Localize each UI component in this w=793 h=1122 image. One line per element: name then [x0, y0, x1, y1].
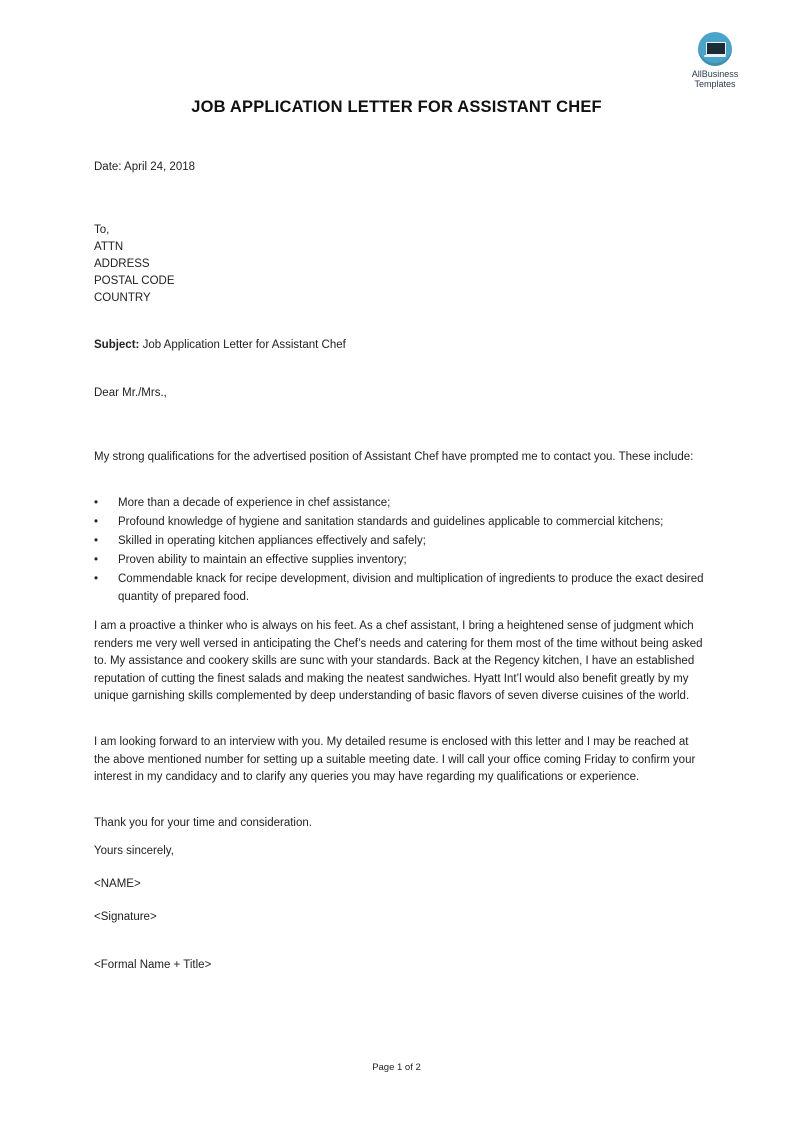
letter-date: Date: April 24, 2018: [94, 161, 196, 173]
salutation: Dear Mr./Mrs.,: [94, 387, 167, 399]
page-number: Page 1 of 2: [372, 1062, 421, 1073]
signature-placeholder: <Signature>: [94, 911, 157, 923]
list-item: [94, 532, 714, 550]
intro-paragraph: My strong qualifications for the advertised position of Assistant Chef have prompted me to contact you. These include:: [94, 451, 694, 463]
thanks-line: Thank you for your time and consideration.: [94, 817, 312, 829]
bullet-icon: •: [94, 573, 99, 585]
bullet-icon: •: [94, 554, 99, 566]
subject-text: Job Application Letter for Assistant Chef: [139, 339, 346, 351]
list-item: [94, 570, 714, 606]
list-item-text: Proven ability to maintain an effective supplies inventory;: [118, 554, 407, 566]
list-item: [94, 494, 714, 512]
list-item-text: Commendable knack for recipe development, division and multiplication of ingredients to produce the exact desired quantity of prepared food.: [118, 573, 704, 603]
qualifications-list: [94, 494, 714, 607]
list-item-text: More than a decade of experience in chef assistance;: [118, 497, 391, 509]
subject-label: Subject:: [94, 339, 140, 351]
logo-brand-line2: Templates: [694, 79, 736, 89]
recipient-postal-code: POSTAL CODE: [94, 275, 175, 287]
body-paragraph-2: I am looking forward to an interview with you. My detailed resume is enclosed with this letter and I may be reached at the above mentioned number for setting up a suitable meeting date. I will call your office coming Friday to confirm your interest in my candidacy and to clarify any queries you may have regarding my qualifications or experience.: [94, 736, 696, 783]
body-paragraph-1: I am a proactive a thinker who is always on his feet. As a chef assistant, I bring a heightened sense of judgment which renders me very well versed in anticipating the Chef’s needs and catering for them most of the time without being asked to. My assistance and cookery skills are sunc with your standards. Back at the Regency kitchen, I have an established reputation of cutting the finest salads and making the neatest sandwiches. Hyatt Int’l would also benefit greatly by my unique garnishing skills complemented by deep understanding of basic flavors of seven diverse cuisines of the world.: [94, 620, 703, 702]
logo-brand-text: [680, 69, 750, 89]
list-item: [94, 513, 714, 531]
document-title: JOB APPLICATION LETTER FOR ASSISTANT CHEF: [191, 98, 602, 116]
recipient-attn: ATTN: [94, 241, 124, 253]
list-item-text: Skilled in operating kitchen appliances effectively and safely;: [118, 535, 426, 547]
bullet-icon: •: [94, 535, 99, 547]
list-item-text: Profound knowledge of hygiene and sanitation standards and guidelines applicable to commercial kitchens;: [118, 516, 664, 528]
subject-line: [94, 337, 346, 354]
laptop-icon: [698, 32, 732, 66]
closing-line: Yours sincerely,: [94, 845, 174, 857]
bullet-icon: •: [94, 497, 99, 509]
bullet-icon: •: [94, 516, 99, 528]
list-item: [94, 551, 714, 569]
recipient-to: To,: [94, 224, 110, 236]
recipient-block: [94, 222, 175, 307]
recipient-address: ADDRESS: [94, 258, 150, 270]
name-placeholder: <NAME>: [94, 878, 141, 890]
formal-name-placeholder: <Formal Name + Title>: [94, 959, 212, 971]
recipient-country: COUNTRY: [94, 292, 151, 304]
allbusiness-logo: [688, 32, 742, 89]
logo-brand-line1: AllBusiness: [691, 69, 739, 79]
